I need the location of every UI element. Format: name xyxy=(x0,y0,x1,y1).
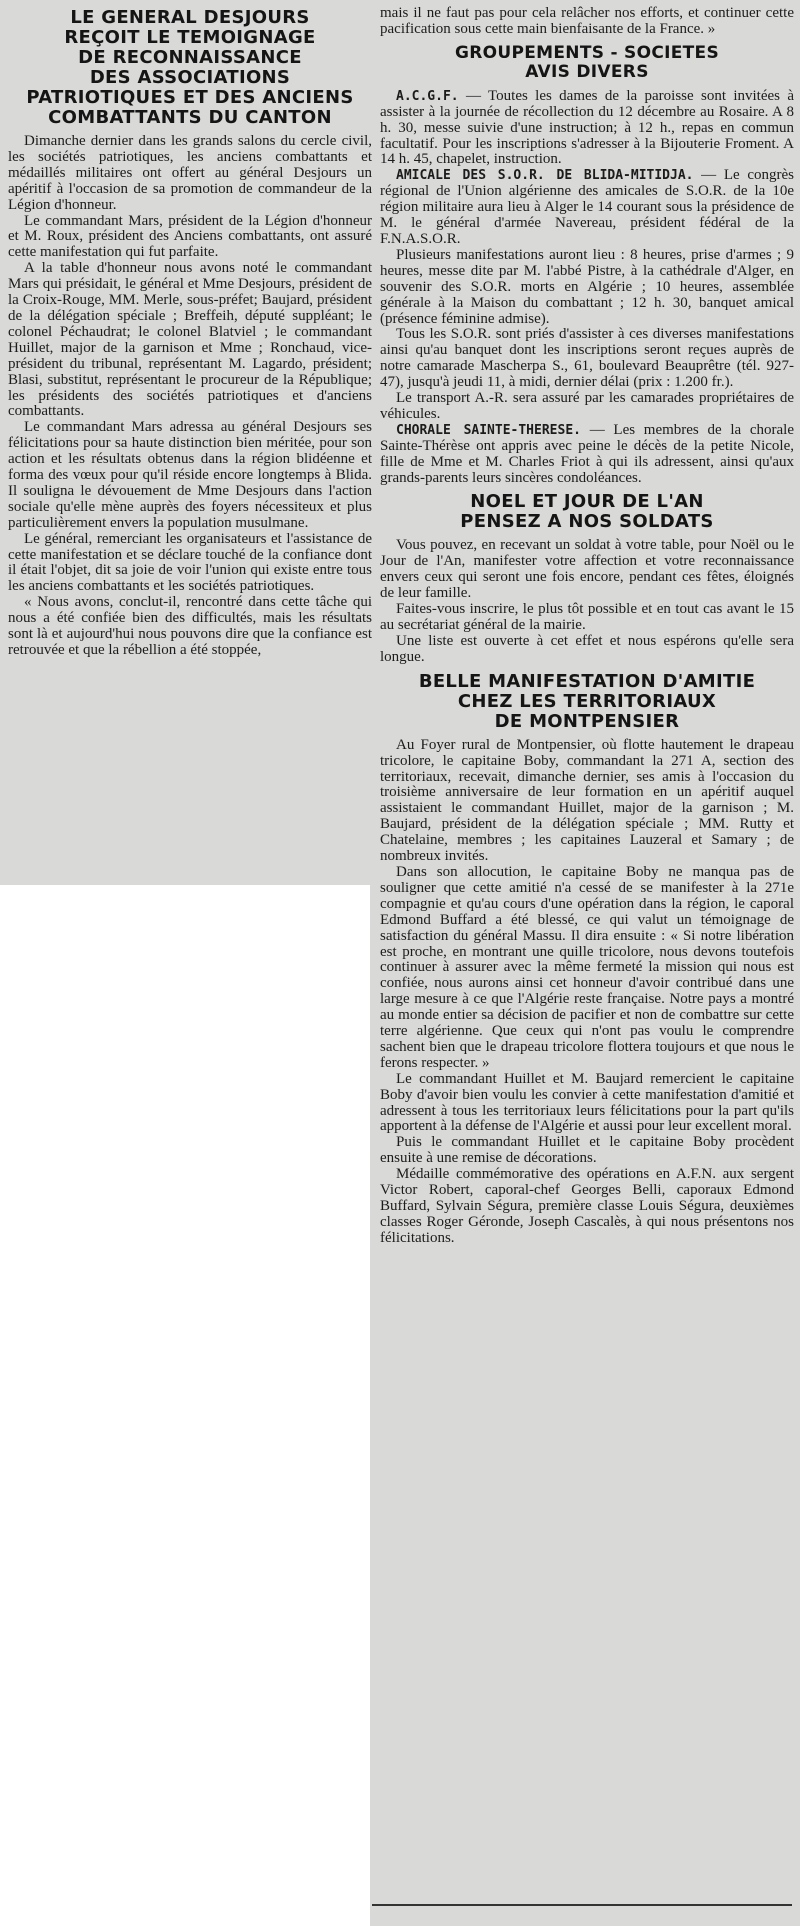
headline-line: DE MONTPENSIER xyxy=(494,710,680,732)
article-body xyxy=(380,738,794,1247)
headline-groupements xyxy=(380,44,794,83)
paragraph: A la table d'honneur nous avons noté le commandant Mars qui présidait, le général et Mme Desjours, président de la Croix-Rouge, MM. Merle, sous-préfet; Baujard, président de la délégation spéciale ; Breffeih, député suppléant; le colonel Péchaudrat; le colonel Blatviel ; le commandant Huillet, major de la garnison et Mme ; Ronchaud, vice-président du tribunal, représentant M. Lagardo, président; Blasi, substitut, représentant le procureur de la République; les présidents des sociétés patriotiques et d'anciens combattants. xyxy=(8,260,372,420)
headline-line: NOEL ET JOUR DE L'AN xyxy=(470,491,704,513)
column-rule xyxy=(372,1904,792,1906)
headline-desjours xyxy=(8,8,372,128)
headline-line: DES ASSOCIATIONS xyxy=(89,67,291,88)
article-noel xyxy=(380,492,794,665)
notice-label: CHORALE SAINTE-THERESE. xyxy=(396,422,581,438)
notice-acgf xyxy=(380,89,794,169)
article-body xyxy=(8,134,372,659)
notice-amicale xyxy=(380,168,794,248)
left-column xyxy=(8,8,372,883)
paragraph: Tous les S.O.R. sont priés d'assister à ces diverses manifestations ainsi qu'au banquet dont les inscriptions seront reçues auprès de notre camarade Mascherpa S., 61, boulevard Beauprêtre (tél. 927-47), jusqu'à jeudi 11, à midi, dernier délai (prix : 1.200 fr.). xyxy=(380,326,794,391)
headline-montpensier xyxy=(380,672,794,732)
headline-line: PATRIOTIQUES ET DES ANCIENS xyxy=(26,87,354,108)
headline-line: AVIS DIVERS xyxy=(525,62,649,83)
headline-line: LE GENERAL DESJOURS xyxy=(70,8,310,28)
paragraph: Au Foyer rural de Montpensier, où flotte hautement le drapeau tricolore, le capitaine Boby, commandant la 271 A, section des territoriaux, recevait, dimanche dernier, ses amis à l'occasion du troisième anniversaire de leur formation en un apéritif auquel assistaient le commandant Huillet, major de la garnison ; M. Baujard, président de la délégation spéciale ; MM. Rutty et Chatelaine, membres ; les capitaines Lauzeral et Samary ; de nombreux invités. xyxy=(380,736,794,865)
paragraph: Plusieurs manifestations auront lieu : 8 heures, prise d'armes ; 9 heures, messe dite par M. l'abbé Pistre, à la cathédrale d'Alger, en souvenir des S.O.R. morts en Algérie ; 10 heures, assemblée générale à la Maison du combattant ; 12 h. 30, banquet amical (présence féminine admise). xyxy=(380,246,794,327)
notice-text: — Les membres de la chorale Sainte-Thérèse ont appris avec peine le décès de la petite Nicole, fille de Mme et M. Charles Friot à qui ils adressent, ainsi qu'aux grands-parents leurs sincères condoléances. xyxy=(380,421,794,486)
notice-text: — Le congrès régional de l'Union algérienne des amicales de S.O.R. de la 10e région militaire aura lieu à Alger le 14 courant sous la présidence de M. le général d'armée Navereau, président fédéral de la F.N.A.S.O.R. xyxy=(380,167,794,247)
paragraph: « Nous avons, conclut-il, rencontré dans cette tâche qui nous a été confiée bien des difficultés, mais les résultats sont là et aujourd'hui nous pouvons dire que la confiance est retrouvée et que la rébellion a été stoppée, xyxy=(8,594,372,658)
notice-label: A.C.G.F. xyxy=(396,88,459,104)
paragraph: Dimanche dernier dans les grands salons du cercle civil, les sociétés patriotiques, les anciens combattants et médaillés militaires ont offert au général Desjours un apéritif à l'occasion de sa promotion de commandeur de la Légion d'honneur. xyxy=(8,133,372,213)
article-montpensier xyxy=(380,672,794,1247)
paragraph: Le transport A.-R. sera assuré par les camarades propriétaires de véhicules. xyxy=(380,390,794,422)
headline-line: COMBATTANTS DU CANTON xyxy=(48,107,332,128)
headline-line: DE RECONNAISSANCE xyxy=(78,47,302,68)
paragraph: Vous pouvez, en recevant un soldat à votre table, pour Noël ou le Jour de l'An, manifester votre affection et votre reconnaissance envers ceux qui seront une fois encore, pendant ces fêtes, éloignés de leur famille. xyxy=(380,537,794,602)
headline-line: PENSEZ A NOS SOLDATS xyxy=(460,511,714,533)
headline-line: REÇOIT LE TEMOIGNAGE xyxy=(64,27,316,48)
paragraph: Le commandant Mars adressa au général Desjours ses félicitations pour sa haute distinction bien méritée, pour son action et les résultats obtenus dans la région blidéenne et forma des vœux pour qu'il réside encore longtemps à Blida. Il souligna le dévouement de Mme Desjours dans l'action sociale qu'elle mène auprès des foyers nécessiteux et plus particulièrement envers la population musulmane. xyxy=(8,419,372,531)
paragraph: Puis le commandant Huillet et le capitaine Boby procèdent ensuite à une remise de décorations. xyxy=(380,1134,794,1167)
paragraph: mais il ne faut pas pour cela relâcher nos efforts, et continuer cette pacification sous cette main bienfaisante de la France. » xyxy=(380,6,794,37)
article-desjours-continued xyxy=(380,6,794,38)
paragraph: Le commandant Huillet et M. Baujard remercient le capitaine Boby d'avoir bien voulu les convier à cette manifestation d'amitié et adressent à tous les territoriaux leurs félicitations pour la part qu'ils apportent à la défense de l'Algérie et aussi pour leur excellent moral. xyxy=(380,1070,794,1135)
paragraph: Une liste est ouverte à cet effet et nous espérons qu'elle sera longue. xyxy=(380,632,794,665)
paragraph: Dans son allocution, le capitaine Boby ne manqua pas de souligner que cette amitié n'a cessé de se manifester à la 271e compagnie et qu'au cours d'une opération dans la région, le caporal Edmond Buffard a été blessé, ce qui valut un témoignage de satisfaction du général Massu. Il dira ensuite : « Si notre libération est proche, en montrant une quille tricolore, nous devons toutefois continuer à assurer avec la même fermeté la mission qui nous est confiée, nous aurons ainsi cet honneur d'avoir contribué dans une large mesure à ce que l'Algérie reste française. Notre pays a montré au monde entier sa décision de pacifier et non de combattre sur cette terre algérienne. Que ceux qui n'ont pas voulu le comprendre sachent bien que le drapeau tricolore flottera toujours et que nous le ferons respecter. » xyxy=(380,863,794,1071)
headline-line: CHEZ LES TERRITORIAUX xyxy=(457,690,717,712)
article-desjours xyxy=(8,8,372,659)
paragraph: Faites-vous inscrire, le plus tôt possible et en tout cas avant le 15 au secrétariat général de la mairie. xyxy=(380,601,794,633)
article-body xyxy=(380,89,794,487)
headline-line: GROUPEMENTS - SOCIETES xyxy=(454,42,720,63)
paragraph: Le commandant Mars, président de la Légion d'honneur et M. Roux, président des Anciens combattants, ont assuré cette manifestation qui fut parfaite. xyxy=(8,212,372,261)
right-column xyxy=(380,6,794,1918)
paragraph: Médaille commémorative des opérations en A.F.N. aux sergent Victor Robert, caporal-chef Georges Belli, caporaux Edmond Buffard, Sylvain Ségura, première classe Louis Ségura, deuxièmes classes Roger Géronde, Joseph Cascalès, à qui nous présentons nos félicitations. xyxy=(380,1166,794,1246)
headline-line: BELLE MANIFESTATION D'AMITIE xyxy=(418,670,756,692)
article-body xyxy=(380,538,794,665)
notice-text: — Toutes les dames de la paroisse sont invitées à assister à la journée de récollection du 12 décembre au Rosaire. A 8 h. 30, messe suivie d'une instruction; à 12 h., repas en commun facultatif. Pour les inscriptions s'adresser à la Bijouterie Froment. A 14 h. 45, chapelet, instruction. xyxy=(380,87,794,168)
article-groupements xyxy=(380,44,794,487)
headline-noel xyxy=(380,492,794,532)
notice-chorale xyxy=(380,423,794,487)
notice-label: AMICALE DES S.O.R. DE BLIDA-MITIDJA. xyxy=(396,168,694,184)
paragraph: Le général, remerciant les organisateurs et l'assistance de cette manifestation et se déclare touché de la confiance dont il était l'objet, dit sa joie de voir l'union qui existe entre tous les anciens combattants et les sociétés patriotiques. xyxy=(8,530,372,595)
